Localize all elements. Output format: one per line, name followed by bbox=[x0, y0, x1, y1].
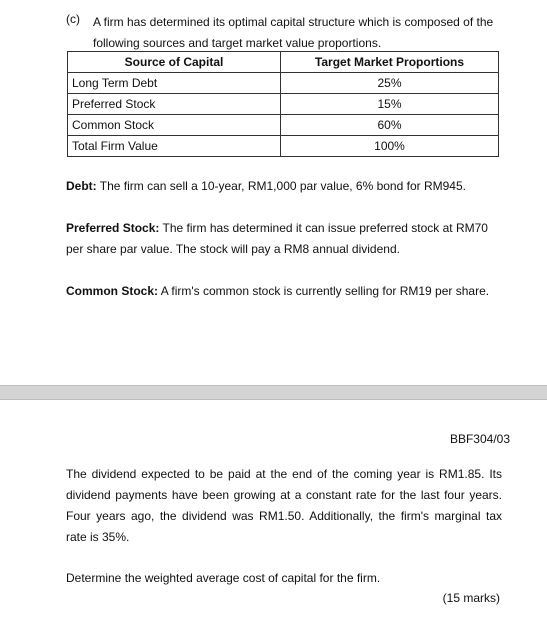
common-stock-paragraph bbox=[66, 281, 506, 302]
debt-paragraph bbox=[66, 176, 506, 197]
row-source-cell: Long Term Debt bbox=[68, 73, 281, 94]
preferred-title: Preferred Stock: bbox=[66, 221, 160, 235]
row-proportion-cell: 15% bbox=[281, 94, 499, 115]
dividend-paragraph: The dividend expected to be paid at the end of the coming year is RM1.85. Its dividend payments have been growing at a constant rate for the last four years. Four years ago, the dividend was RM1.50. Additionally, the firm's marginal tax rate is 35%. bbox=[66, 467, 502, 544]
common-text: A firm's common stock is currently selling for RM19 per share. bbox=[158, 284, 490, 298]
table-row bbox=[68, 94, 499, 115]
table-row bbox=[68, 136, 499, 157]
course-code: BBF304/03 bbox=[449, 432, 510, 446]
page-divider bbox=[0, 385, 547, 400]
preferred-stock-paragraph bbox=[66, 218, 506, 260]
marks-label: (15 marks) bbox=[442, 591, 500, 605]
row-source-cell: Total Firm Value bbox=[68, 136, 281, 157]
row-source-cell: Preferred Stock bbox=[68, 94, 281, 115]
header-source-of-capital: Source of Capital bbox=[68, 52, 281, 73]
row-proportion-cell: 25% bbox=[281, 73, 499, 94]
common-title: Common Stock: bbox=[66, 284, 159, 298]
table-row bbox=[68, 73, 499, 94]
preferred-text: The firm has determined it can issue preferred stock at RM70 per share par value. The stock will pay a RM8 annual dividend. bbox=[66, 221, 488, 256]
debt-text: The firm can sell a 10-year, RM1,000 par value, 6% bond for RM945. bbox=[96, 179, 466, 193]
header-target-market-proportions: Target Market Proportions bbox=[281, 52, 499, 73]
row-proportion-cell: 60% bbox=[281, 115, 499, 136]
question-label: (c) bbox=[66, 12, 80, 26]
debt-title: Debt: bbox=[66, 179, 97, 193]
capital-structure-table bbox=[67, 51, 499, 157]
table-header-row bbox=[68, 52, 499, 73]
instruction-text: Determine the weighted average cost of capital for the firm. bbox=[66, 571, 381, 585]
row-source-cell: Common Stock bbox=[68, 115, 281, 136]
question-text: A firm has determined its optimal capital structure which is composed of the following sources and target market value proportions. bbox=[93, 15, 494, 50]
table-row bbox=[68, 115, 499, 136]
row-proportion-cell: 100% bbox=[281, 136, 499, 157]
